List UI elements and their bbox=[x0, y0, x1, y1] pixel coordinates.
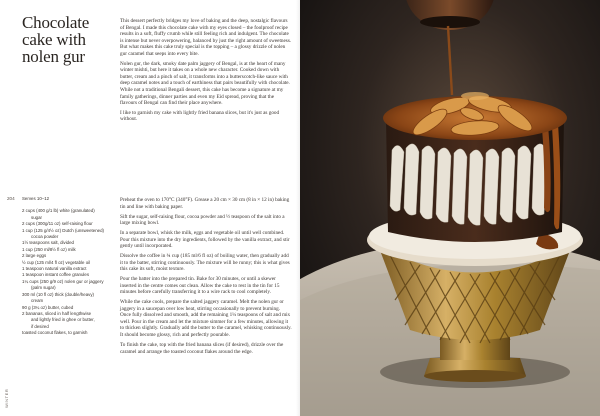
serves-label: Serves 10–12 bbox=[22, 196, 50, 201]
ingredient-text: 1 teaspoon instant coffee granules bbox=[22, 272, 90, 278]
ingredient-text: 1½ teaspoons salt, divided bbox=[22, 240, 74, 246]
intro-paragraph: I like to garnish my cake with lightly fried banana slices, but it's just as good without. bbox=[120, 109, 280, 123]
ingredient-text-continued: and lightly fried in ghee or butter, bbox=[31, 317, 95, 323]
cake-photo-illustration bbox=[300, 0, 600, 416]
ingredient-text-continued: sugar bbox=[31, 214, 42, 220]
ingredient-text-continued: (palm sugar) bbox=[31, 285, 56, 291]
ingredient-text: 1 cup (125 g/4½ oz) Dutch (unsweetened) bbox=[22, 227, 105, 233]
ingredient-item bbox=[22, 208, 114, 221]
ingredient-text: 2 cups (400 g/1 lb) white (granulated) bbox=[22, 208, 95, 214]
ingredient-text: 1 teaspoon natural vanilla extract bbox=[22, 266, 87, 272]
ingredient-text: toasted coconut flakes, to garnish bbox=[22, 330, 88, 336]
intro-paragraph: This dessert perfectly bridges my love of baking and the deep, nostalgic flavours of Bengal. I made this chocolate cake with my eyes closed – the foolproof recipe results in a soft, fluffy crumb while still feeling rich and indulgent. The chocolate is intense but never overpowering, balanced by just the right amount of sweetness. But what makes this cake truly special is the topping – a glossy drizzle of nolen gur caramel that seeps into every bite. bbox=[120, 18, 292, 57]
ingredient-item bbox=[22, 279, 114, 292]
ingredient-text: 1¼ cups (250 g/9 oz) nolen gur or jaggery bbox=[22, 278, 104, 284]
ingredient-text: ½ cup (125 ml/4 fl oz) vegetable oil bbox=[22, 259, 91, 265]
ingredient-text-continued: cream bbox=[31, 298, 44, 304]
method-step: While the cake cools, prepare the salted jaggery caramel. Melt the nolen gur or jaggery in a saucepan over low heat, stirring occasionally to prevent burning. Once fully dissolved and smooth, add the remaining 1¼ teaspoons of salt and mix well. Pour in the cream and let the mixture simmer for a few minutes, allowing it to thicken slightly. Gradually add the butter to the caramel, whisking continuously. It should become glossy, rich and perfectly pourable. bbox=[120, 299, 292, 338]
method-step: Pour the batter into the prepared tin. Bake for 30 minutes, or until a skewer inserted in the centre comes out clean. Allow the cake to rest in the tin for 15 minutes before carefully transferring it to a wire rack to cool completely. bbox=[120, 276, 280, 296]
recipe-title: Chocolate cake with nolen gur bbox=[22, 13, 90, 66]
ingredient-item bbox=[22, 228, 114, 241]
ingredient-text: 2 bananas, sliced in half lengthwise bbox=[22, 310, 92, 316]
ingredient-item bbox=[22, 311, 114, 330]
ingredient-text: 2 large eggs bbox=[22, 253, 47, 259]
method-step: Sift the sugar, self-raising flour, cocoa powder and ½ teaspoon of the salt into a large mixing bowl. bbox=[120, 213, 285, 227]
ingredient-text: 2 cups (300g/11 oz) self-raising flour bbox=[22, 221, 93, 227]
method-step: To finish the cake, top with the fried banana slices (if desired), drizzle over the caramel and arrange the toasted coconut flakes around the edge. bbox=[120, 342, 284, 355]
page-number: 204 bbox=[7, 196, 15, 201]
running-head-text: WINTER bbox=[4, 388, 9, 408]
ingredients-list bbox=[22, 196, 114, 337]
recipe-intro bbox=[120, 18, 292, 126]
ingredient-text-continued: cocoa powder bbox=[31, 234, 59, 240]
method-step: Preheat the oven to 170°C (340°F). Grease a 20 cm × 30 cm (8 in × 12 in) baking tin and line with baking paper. bbox=[120, 197, 290, 210]
ingredient-text: 1 cup (250 ml/8½ fl oz) milk bbox=[22, 246, 76, 252]
method-step: Dissolve the coffee in ¾ cup (185 ml/6 fl oz) of boiling water, then gradually add it to the batter, stirring continuously. The mixture will be runny; this is what gives this cake its soft, moist texture. bbox=[120, 253, 290, 273]
ingredient-text: 90 g (3¼ oz) butter, cubed bbox=[22, 304, 74, 310]
ingredient-text: 300 ml (10 fl oz) thick (double/heavy) bbox=[22, 291, 94, 297]
ingredient-item bbox=[22, 330, 114, 336]
method-step: In a separate bowl, whisk the milk, eggs and vegetable oil until well combined. Pour this mixture into the dry ingredients, followed by the vanilla extract, and stir gently until incorporated. bbox=[120, 230, 290, 250]
cake-photo bbox=[300, 0, 600, 416]
intro-paragraph: Nolen gur, the dark, smoky date palm jaggery of Bengal, is at the heart of many winter mishti, but here it takes on a whole new character. Cooked down with butter, cream and a pinch of salt, it transforms into a butterscotch-like sauce with deep caramel notes and a touch of earthiness that pairs beautifully with chocolate. While not a traditional Bengali dessert, this cake has become a signature at my family gatherings, dinner parties and even my Eid spread, proving that the flavours of Bengal can find their place anywhere. bbox=[120, 60, 290, 107]
ingredient-item bbox=[22, 292, 114, 305]
ingredient-text-continued: if desired bbox=[31, 323, 49, 329]
method-steps bbox=[120, 197, 292, 359]
running-head bbox=[4, 368, 12, 408]
